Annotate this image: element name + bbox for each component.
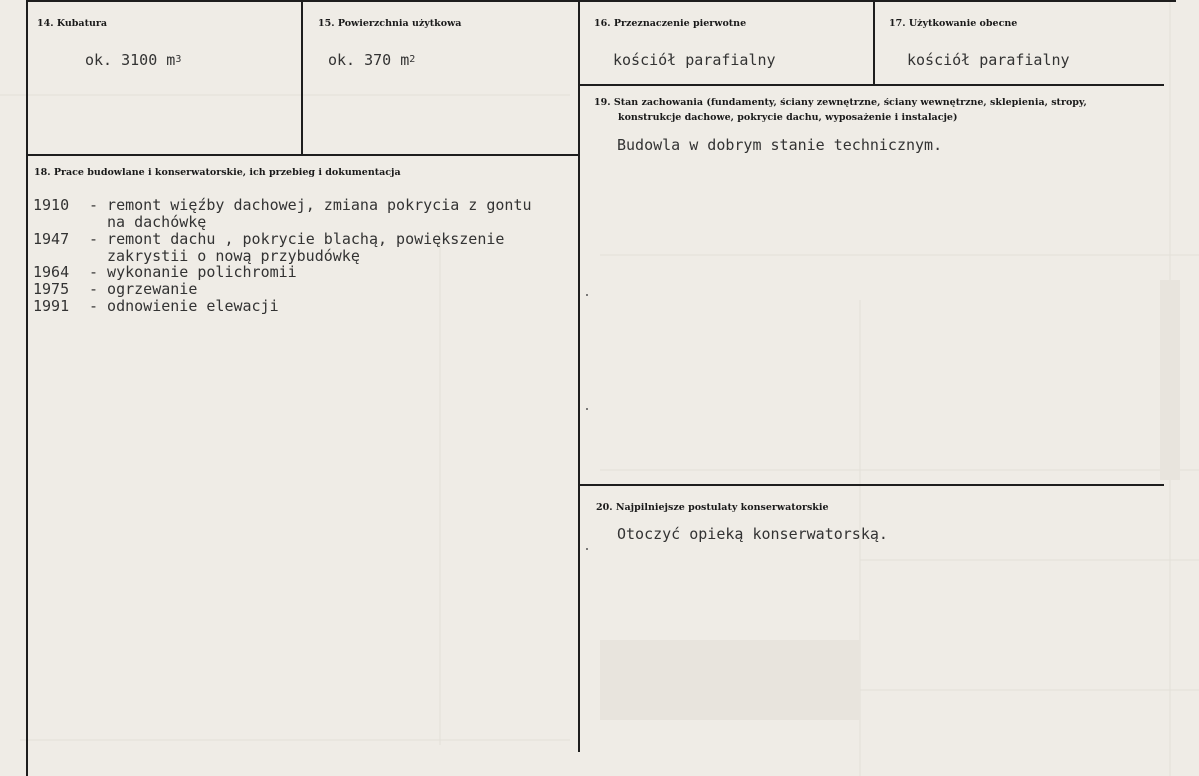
entry-year: 1991 [33,297,70,315]
top-border-left [26,0,1176,2]
punch-mark [586,548,588,550]
kubatura-value: ok. 3100 m [85,51,176,69]
powierzchnia-value: ok. 370 m [328,51,410,69]
section-20-value: Otoczyć opieką konserwatorską. [617,525,888,543]
section-15-value [328,51,415,69]
punch-mark [586,294,588,296]
section-19-value: Budowla w dobrym stanie technicznym. [617,136,943,154]
entry-year: 1975 [33,280,70,298]
section-17-label: 17. Użytkowanie obecne [889,18,1018,29]
unit-exponent: 3 [175,54,182,65]
row1-bottom-right [578,84,1164,86]
work-entry-1964 [33,264,297,281]
entry-text-cont: zakrystii o nową przybudówkę [107,247,360,265]
section-16-value: kościół parafialny [613,51,776,69]
entry-text: - remont dachu , pokrycie blachą, powiększenie [89,230,505,248]
work-entry-1910 [33,197,532,231]
section-19-label-line2: konstrukcje dachowe, pokrycie dachu, wyposażenie i instalacje) [618,112,958,123]
entry-text-cont: na dachówkę [107,213,207,231]
work-entry-1975 [33,281,197,298]
entry-year: 1910 [33,196,70,214]
entry-text: - ogrzewanie [89,280,198,298]
unit-exponent: 2 [409,54,416,65]
entry-year: 1964 [33,263,70,281]
divider-16-17 [873,0,875,86]
section-20-label: 20. Najpilniejsze postulaty konserwatorskie [596,502,829,513]
section-14-label: 14. Kubatura [37,18,108,29]
section-17-value: kościół parafialny [907,51,1070,69]
entry-year: 1947 [33,230,70,248]
section-14-value [85,51,181,69]
section-19-label-line1: 19. Stan zachowania (fundamenty, ściany zewnętrzne, ściany wewnętrzne, sklepienia, stropy, [594,97,1087,108]
entry-text: - odnowienie elewacji [89,297,279,315]
section-20-top [578,484,1164,486]
section-18-top [26,154,579,156]
left-border [26,0,28,776]
entry-text: - wykonanie polichromii [89,263,297,281]
divider-14-15 [301,0,303,154]
section-18-label: 18. Prace budowlane i konserwatorskie, ich przebieg i dokumentacja [34,167,401,178]
center-divider [578,0,580,752]
entry-text: - remont więźby dachowej, zmiana pokrycia z gontu [89,196,532,214]
work-entry-1991 [33,298,279,315]
section-15-label: 15. Powierzchnia użytkowa [318,18,462,29]
section-16-label: 16. Przeznaczenie pierwotne [594,18,747,29]
work-entry-1947 [33,231,504,265]
punch-mark [586,408,588,410]
